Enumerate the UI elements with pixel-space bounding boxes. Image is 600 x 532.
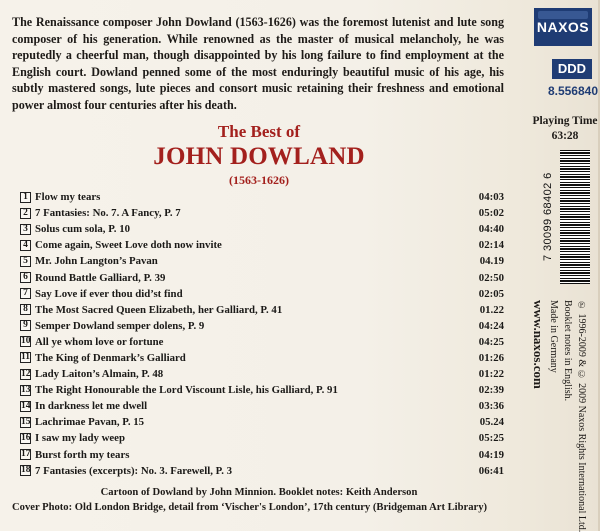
- track-number: 9: [20, 320, 31, 331]
- track-title: Come again, Sweet Love doth now invite: [35, 239, 222, 252]
- track-number: 12: [21, 368, 31, 379]
- track-number: 1: [20, 192, 31, 203]
- track-duration: 04:25: [478, 335, 504, 348]
- track-title: Burst forth my tears: [35, 448, 130, 461]
- track-title: The Right Honourable the Lord Viscount Lisle, his Galliard, P. 91: [35, 384, 338, 397]
- playing-time-label: Playing Time: [532, 115, 598, 127]
- track-title: The Most Sacred Queen Elizabeth, her Galliard, P. 41: [35, 303, 283, 316]
- track-number: 18: [21, 465, 31, 476]
- track-title: Flow my tears: [35, 191, 101, 204]
- booklet-note: Booklet notes in English.: [562, 300, 573, 402]
- track-row: [20, 318, 504, 334]
- title-dates: (1563-1626): [229, 173, 289, 187]
- track-title: Mr. John Langton’s Pavan: [35, 255, 158, 268]
- catalog-number: 8.556840: [547, 84, 598, 98]
- track-row: [20, 430, 504, 446]
- track-number: 11: [21, 352, 30, 363]
- track-row: [20, 398, 504, 414]
- track-number: 15: [21, 416, 31, 427]
- track-row: [20, 286, 504, 302]
- barcode: [560, 150, 590, 284]
- track-duration: 04:24: [478, 319, 504, 332]
- track-duration: 02:50: [478, 271, 504, 284]
- track-row: [20, 366, 504, 382]
- credits: [12, 485, 506, 515]
- track-duration: 05:25: [478, 432, 504, 445]
- title-best-of: The Best of: [217, 122, 301, 141]
- track-title: All ye whom love or fortune: [35, 335, 164, 348]
- track-list: [20, 189, 504, 479]
- album-title: [12, 122, 506, 188]
- track-duration: 01.22: [479, 303, 504, 316]
- track-title: Round Battle Galliard, P. 39: [35, 271, 166, 284]
- track-duration: 04:40: [478, 223, 504, 236]
- track-duration: 01:22: [478, 368, 504, 381]
- ddd-badge: DDD: [552, 59, 592, 79]
- track-duration: 01:26: [478, 351, 504, 364]
- naxos-logo-text: NAXOS: [536, 19, 590, 35]
- track-number: 10: [21, 336, 31, 347]
- track-title: Lady Laiton’s Almain, P. 48: [35, 368, 164, 381]
- made-in-text: Made in Germany: [548, 300, 559, 373]
- credits-line-1: Cartoon of Dowland by John Minnion. Booklet notes: Keith Anderson: [100, 487, 418, 498]
- naxos-url: www.naxos.com: [531, 300, 546, 389]
- track-row: [20, 189, 504, 205]
- track-number: 4: [20, 240, 31, 251]
- track-duration: 04:03: [478, 191, 504, 204]
- track-title: The King of Denmark’s Galliard: [35, 351, 186, 364]
- track-duration: 04:19: [478, 448, 504, 461]
- playing-time: [530, 114, 600, 144]
- track-row: [20, 302, 504, 318]
- track-title: 7 Fantasies: No. 7. A Fancy, P. 7: [35, 207, 181, 220]
- track-row: [20, 463, 504, 479]
- track-number: 16: [21, 432, 31, 443]
- track-number: 8: [20, 304, 31, 315]
- intro-paragraph: The Renaissance composer John Dowland (1563-1626) was the foremost lutenist and lute song composer of his generation. While renowned as the master of musical melancholy, he was reputedly a cheerful man, though disappointed by his long failure to find employment at the English court. Dowland penned some of the most enduringly beautiful music of his age, his subtly mastered songs, lute pieces and consort music retaining their freshness and emotional power almost four centuries after his death.: [12, 15, 504, 112]
- logo-shine: [538, 11, 588, 19]
- track-row: [20, 237, 504, 253]
- track-title: Say Love if ever thou did’st find: [35, 287, 183, 300]
- track-title: Semper Dowland semper dolens, P. 9: [35, 319, 205, 332]
- track-number: 5: [20, 256, 31, 267]
- track-title: In darkness let me dwell: [35, 400, 148, 413]
- track-row: [20, 253, 504, 269]
- track-duration: 04.19: [479, 255, 504, 268]
- track-row: [20, 414, 504, 430]
- track-duration: 05.24: [479, 416, 504, 429]
- track-duration: 02:14: [478, 239, 504, 252]
- track-number: 17: [21, 449, 31, 460]
- sidebar: [512, 0, 600, 531]
- track-duration: 02:05: [478, 287, 504, 300]
- track-number: 3: [20, 224, 31, 235]
- track-duration: 02:39: [478, 384, 504, 397]
- track-title: 7 Fantasies (excerpts): No. 3. Farewell, P. 3: [35, 464, 233, 477]
- track-row: [20, 382, 504, 398]
- track-title: Lachrimae Pavan, P. 15: [35, 416, 145, 429]
- track-row: [20, 205, 504, 221]
- track-row: [20, 221, 504, 237]
- track-number: 2: [20, 208, 31, 219]
- playing-time-value: 63:28: [551, 130, 579, 142]
- track-row: [20, 334, 504, 350]
- barcode-digits: 7 30099 68402 6: [542, 172, 554, 262]
- track-duration: 06:41: [478, 464, 504, 477]
- track-title: Solus cum sola, P. 10: [35, 223, 130, 236]
- track-row: [20, 269, 504, 285]
- track-number: 13: [21, 384, 31, 395]
- credits-line-2: Cover Photo: Old London Bridge, detail from ‘Vischer's London’, 17th century (Bridgeman Art Library): [12, 502, 488, 513]
- naxos-logo: [534, 8, 592, 46]
- track-duration: 05:02: [478, 207, 504, 220]
- track-duration: 03:36: [478, 400, 504, 413]
- copyright-text: ℗ 1996-2009 & © 2009 Naxos Rights International Ltd.: [576, 300, 587, 532]
- track-row: [20, 447, 504, 463]
- track-title: I saw my lady weep: [35, 432, 125, 445]
- track-number: 6: [20, 272, 31, 283]
- main-panel: [12, 6, 506, 528]
- track-row: [20, 350, 504, 366]
- title-composer: JOHN DOWLAND: [153, 143, 365, 170]
- track-number: 14: [21, 400, 31, 411]
- track-number: 7: [20, 288, 31, 299]
